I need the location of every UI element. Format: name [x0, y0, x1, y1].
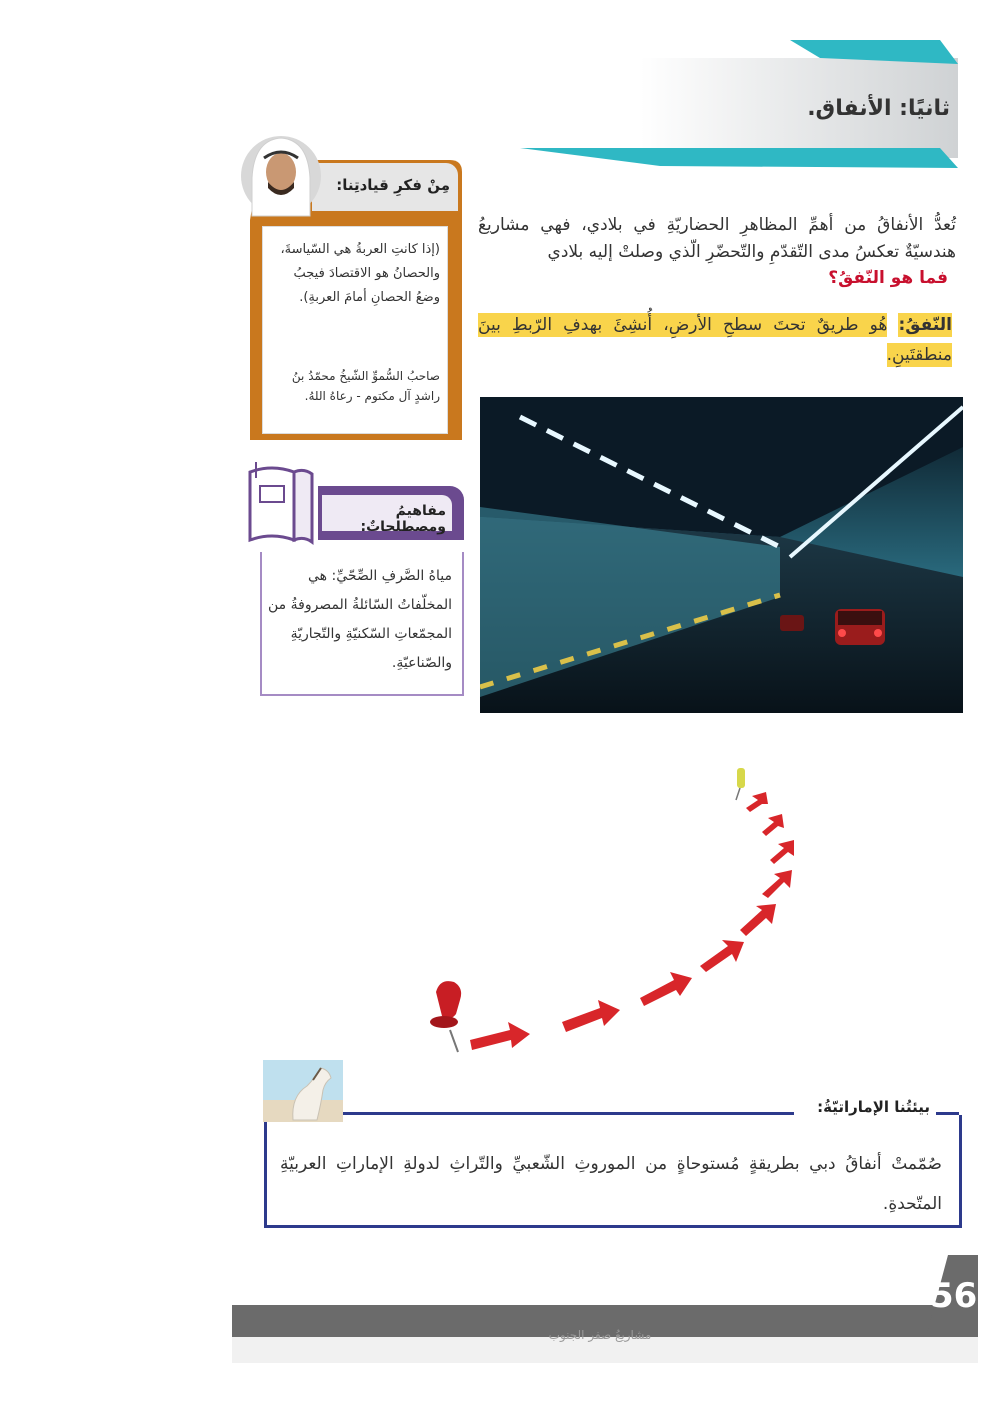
leader-portrait-icon	[240, 128, 322, 224]
push-pin-icon	[430, 981, 461, 1052]
concepts-text: مياهُ الصَّرفِ الصِّحّيِّ: هي المخلّفاتُ السّائلةُ المصروفةُ من المجمّعاتِ السّكنيّةِ والتّجاريّةِ والصّناعيّةِ.	[268, 568, 452, 671]
heritage-heading: بيئتُنا الإماراتيّةُ:	[817, 1098, 930, 1116]
intro-question: فما هو النّفقُ؟	[828, 268, 948, 288]
leadership-quote: (إذا كانتِ العربةُ هي السّياسةَ، والحصانُ هو الاقتصادَ فيجبُ وضعُ الحصانِ أمامَ العربةِ).	[280, 242, 440, 305]
red-arrow-path-icon	[410, 760, 830, 1070]
section-title: ثانيًا: الأنفاق.	[807, 96, 950, 121]
heritage-text: صُمّمتْ أنفاقُ دبي بطريقةٍ مُستوحاةٍ من الموروثِ الشّعبيِّ والتّراثِ لدولةِ الإماراتِ العربيّةِ المتّحدةِ.	[280, 1154, 942, 1214]
horse-image-icon	[263, 1060, 343, 1122]
concepts-heading: مفاهيمُ ومصطلحاتٌ:	[360, 503, 446, 535]
definition-block	[478, 310, 952, 370]
tunnel-photo	[480, 397, 963, 713]
book-icon	[242, 458, 320, 550]
leadership-heading: مِنْ فكرِ قيادتِنا:	[336, 176, 450, 194]
small-pin-icon	[736, 768, 745, 800]
intro-paragraph: تُعدُّ الأنفاقُ من أهمِّ المظاهرِ الحضاريّةِ في بلادي، فهي مشاريعُ هندسيّةٌ تعكسُ مدى التّقدّمِ والتّحضّرِ الّذي وصلتْ إليه بلادي	[478, 215, 956, 262]
leadership-attribution: صاحبُ السُّموِّ الشّيخُ محمّدُ بنُ راشدٍ آل مكتوم - رعاهُ اللهُ.	[291, 369, 440, 403]
definition-term: النّفقُ:	[898, 315, 952, 335]
page-number: 56	[930, 1276, 978, 1316]
footer-credit: مشاريعُ صفر الجنوب	[548, 1328, 652, 1342]
definition-text: هُو طريقٌ تحتَ سطحِ الأرضِ، أُنشِئَ بهدفِ الرّبطِ بينَ منطقتَينِ.	[478, 315, 952, 365]
